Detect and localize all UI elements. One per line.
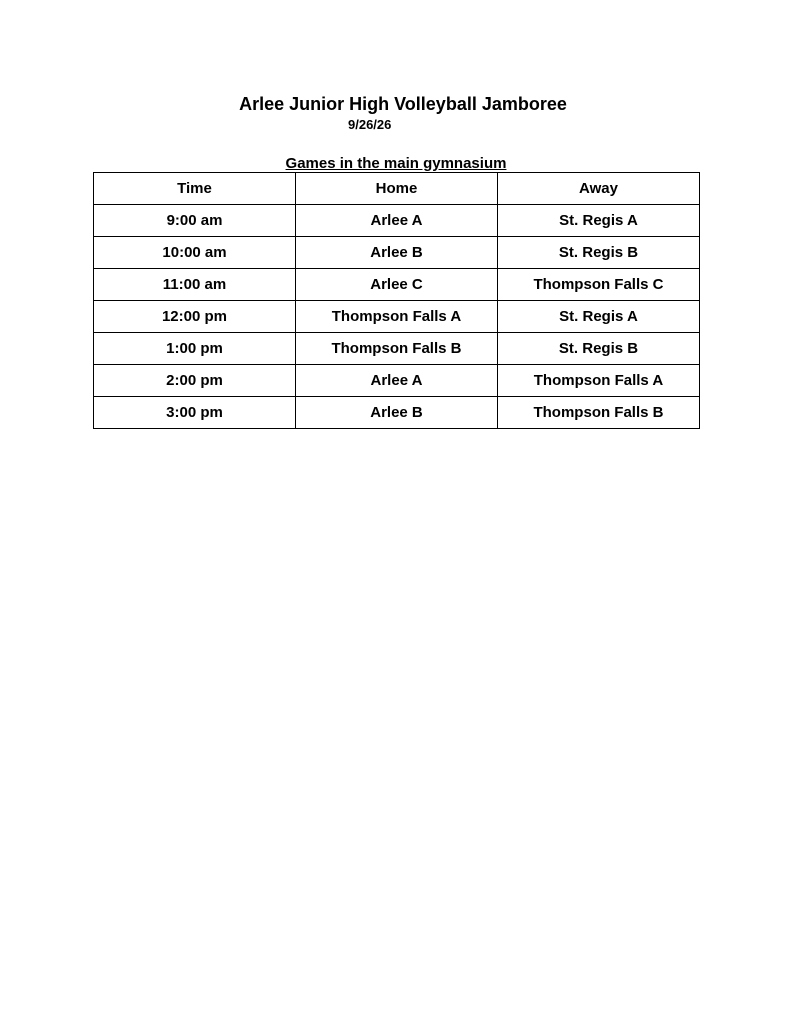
away-team-cell: St. Regis B: [498, 237, 700, 269]
event-date: 9/26/26: [348, 117, 392, 132]
table-row: [94, 205, 700, 237]
column-header-home: Home: [296, 173, 498, 205]
time-cell: 1:00 pm: [94, 333, 296, 365]
column-header-time: Time: [94, 173, 296, 205]
section-heading: Games in the main gymnasium: [285, 155, 507, 172]
home-team-cell: Thompson Falls B: [296, 333, 498, 365]
home-team-cell: Thompson Falls A: [296, 301, 498, 333]
page-title: Arlee Junior High Volleyball Jamboree: [239, 94, 567, 114]
time-cell: 3:00 pm: [94, 397, 296, 429]
table-row: [94, 365, 700, 397]
away-team-cell: St. Regis A: [498, 205, 700, 237]
table-row: [94, 333, 700, 365]
column-header-away: Away: [498, 173, 700, 205]
home-team-cell: Arlee B: [296, 237, 498, 269]
home-team-cell: Arlee B: [296, 397, 498, 429]
time-cell: 2:00 pm: [94, 365, 296, 397]
table-row: [94, 237, 700, 269]
home-team-cell: Arlee C: [296, 269, 498, 301]
time-cell: 11:00 am: [94, 269, 296, 301]
time-cell: 9:00 am: [94, 205, 296, 237]
home-team-cell: Arlee A: [296, 365, 498, 397]
away-team-cell: Thompson Falls A: [498, 365, 700, 397]
table-header-row: [94, 173, 700, 205]
away-team-cell: St. Regis A: [498, 301, 700, 333]
schedule-table: [93, 172, 700, 429]
away-team-cell: Thompson Falls B: [498, 397, 700, 429]
away-team-cell: St. Regis B: [498, 333, 700, 365]
time-cell: 10:00 am: [94, 237, 296, 269]
home-team-cell: Arlee A: [296, 205, 498, 237]
time-cell: 12:00 pm: [94, 301, 296, 333]
table-row: [94, 301, 700, 333]
table-row: [94, 269, 700, 301]
table-row: [94, 397, 700, 429]
away-team-cell: Thompson Falls C: [498, 269, 700, 301]
